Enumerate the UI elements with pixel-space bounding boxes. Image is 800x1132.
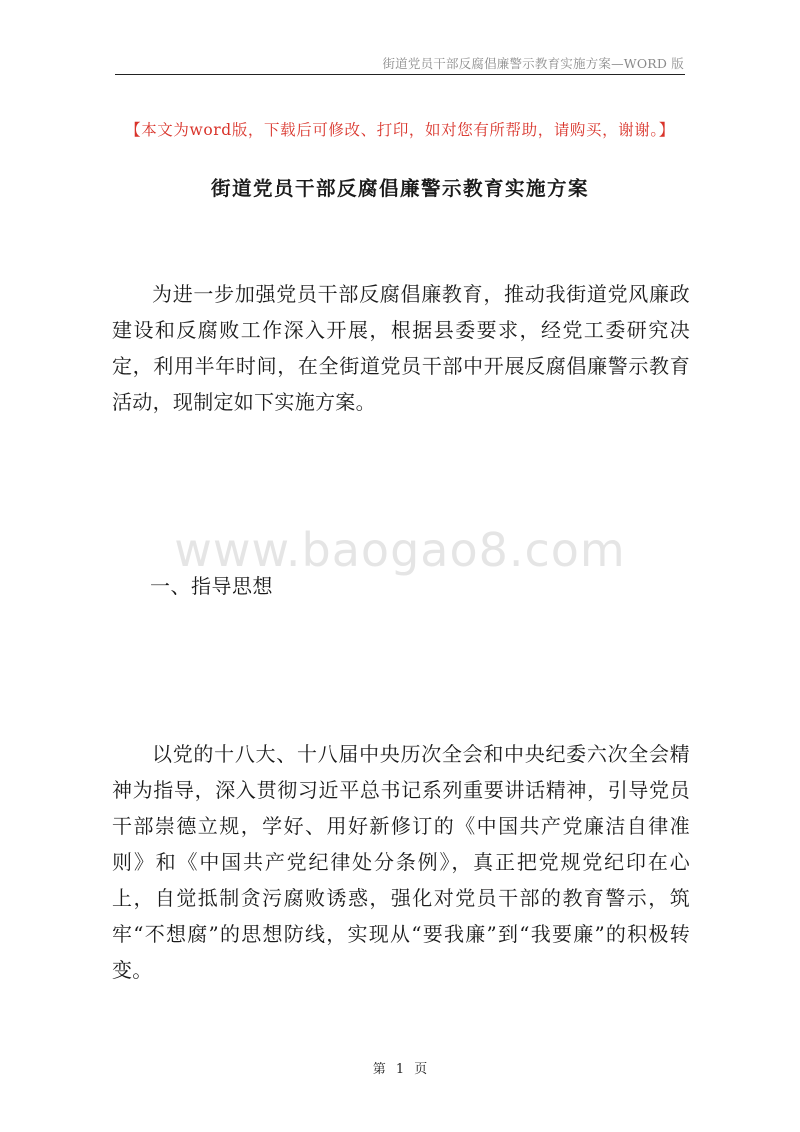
download-notice: 【本文为word版，下载后可修改、打印，如对您有所帮助，请购买，谢谢。】 [125, 121, 675, 139]
document-title: 街道党员干部反腐倡廉警示教育实施方案 [210, 177, 589, 200]
section-heading-guiding-ideology: 一、指导思想 [150, 574, 273, 598]
footer-prefix: 第 [372, 1062, 386, 1077]
page-footer [0, 1058, 800, 1077]
guiding-ideology-paragraph: 以党的十八大、十八届中央历次全会和中央纪委六次全会精神为指导，深入贯彻习近平总书记系列重要讲话精神，引导党员干部崇德立规，学好、用好新修订的《中国共产党廉洁自律准则》和《中国共产党纪律处分条例》，真正把党规党纪印在心上，自觉抵制贪污腐败诱惑，强化对党员干部的教育警示，筑牢“不想腐”的思想防线，实现从“要我廉”到“我要廉”的积极转变。 [112, 742, 690, 982]
footer-suffix: 页 [414, 1062, 428, 1077]
intro-paragraph: 为进一步加强党员干部反腐倡廉教育，推动我街道党风廉政建设和反腐败工作深入开展，根据县委要求，经党工委研究决定，利用半年时间，在全街道党员干部中开展反腐倡廉警示教育活动，现制定如下实施方案。 [112, 282, 690, 414]
header-divider [115, 74, 685, 75]
page-number: 1 [395, 1062, 405, 1077]
running-header: 街道党员干部反腐倡廉警示教育实施方案—WORD 版 [382, 56, 684, 71]
site-watermark: www.baogao8.com [174, 523, 626, 577]
